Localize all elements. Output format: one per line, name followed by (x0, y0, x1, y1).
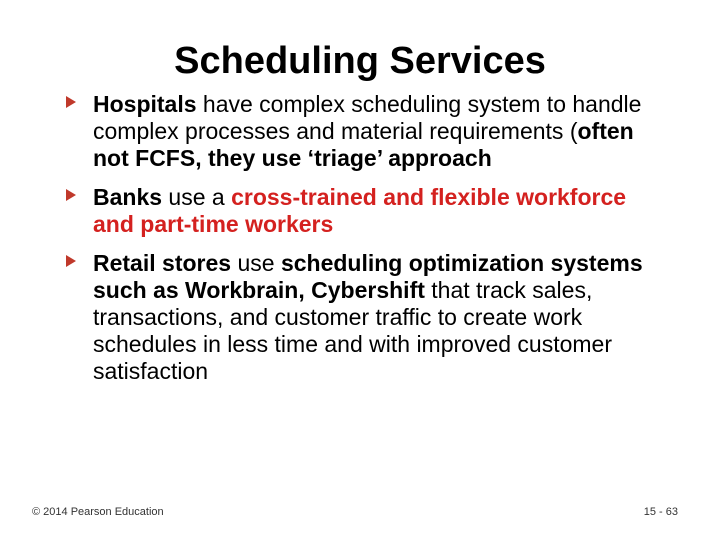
slide-title: Scheduling Services (174, 40, 546, 82)
bullet-text-run: that track sales, transactions, and customer traffic to create work schedules in less time and with improved customer satisfaction (93, 277, 613, 384)
bullet-text-run: Retail stores (93, 250, 232, 276)
triangle-bullet-icon (66, 189, 76, 201)
bullet-text-run: have complex scheduling system to handle complex processes and material requirements ( (93, 91, 642, 144)
triangle-bullet-icon (66, 255, 76, 267)
triangle-bullet-icon (66, 96, 76, 108)
bullet-hospitals (66, 91, 666, 172)
footer-page-number: 15 - 63 (643, 506, 678, 518)
bullet-text-run: cross-trained and flexible workforce and part-time workers (93, 184, 627, 237)
bullet-text-run: use a (162, 184, 232, 210)
footer-copyright: © 2014 Pearson Education (32, 506, 164, 518)
bullet-banks (66, 184, 666, 238)
bullet-text-run: Banks (93, 184, 163, 210)
bullet-text-run: use (231, 250, 281, 276)
bullet-list (66, 91, 666, 385)
bullet-text-run: Hospitals (93, 91, 197, 117)
bullet-text-run: scheduling optimization systems such as Workbrain, Cybershift (93, 250, 643, 303)
bullet-text-run: often not FCFS, they use ‘triage’ approach (93, 118, 634, 171)
bullet-retail-stores (66, 250, 666, 385)
